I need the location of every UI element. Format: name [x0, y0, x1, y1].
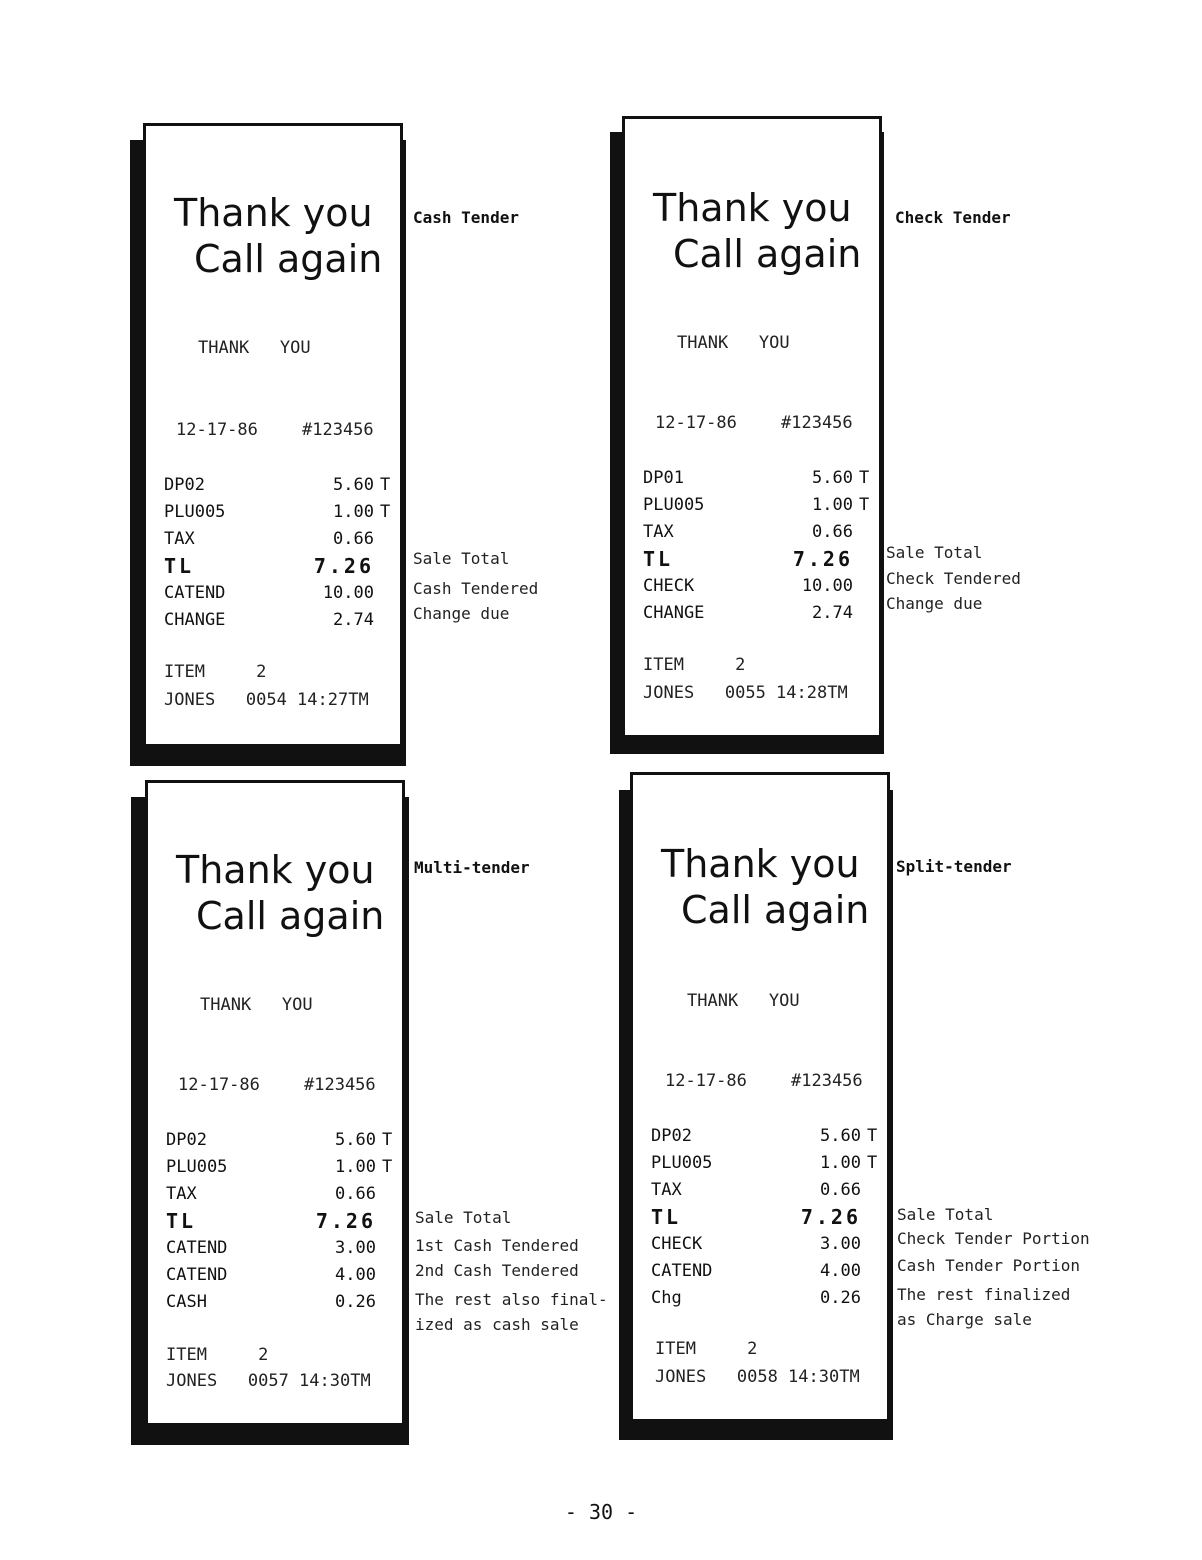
annotation: The rest also final- ized as cash sale [415, 1290, 608, 1334]
greeting-line-1: Thank you [174, 191, 373, 235]
annotation: Change due [886, 594, 983, 613]
thank-you-line: THANK YOU [687, 991, 800, 1011]
annotation: Sale Total [413, 549, 510, 568]
line-value: 0.66 [812, 522, 853, 542]
line-code: CHANGE [643, 603, 705, 623]
tax-flag: T [380, 475, 391, 495]
greeting [176, 847, 384, 939]
line-code: DP01 [643, 468, 684, 488]
thank-you-line: THANK YOU [198, 338, 311, 358]
annotation: Sale Total [886, 543, 983, 562]
greeting [174, 190, 382, 282]
tax-flag: T [867, 1153, 878, 1173]
line-value: 4.00 [820, 1261, 861, 1281]
receipt-number: #123456 [304, 1075, 376, 1095]
line-code: PLU005 [164, 502, 226, 522]
line-value: 5.60 [812, 468, 853, 488]
tax-flag: T [867, 1126, 878, 1146]
clerk-footer: JONES 0054 14:27TM [164, 690, 369, 710]
clerk-footer: JONES 0057 14:30TM [166, 1371, 371, 1391]
line-code: TL [651, 1205, 682, 1229]
line-value: 4.00 [335, 1265, 376, 1285]
clerk-footer: JONES 0055 14:28TM [643, 683, 848, 703]
receipt-caption: Cash Tender [413, 208, 519, 227]
greeting [661, 841, 869, 933]
line-value: 7.26 [315, 1209, 376, 1233]
line-value: 1.00 [333, 502, 374, 522]
tax-flag: T [859, 495, 870, 515]
greeting-line-1: Thank you [653, 186, 852, 230]
page-number: - 30 - [564, 1500, 638, 1524]
line-code: CHANGE [164, 610, 226, 630]
line-value: 10.00 [801, 576, 853, 596]
line-value: 10.00 [322, 583, 374, 603]
receipt-number: #123456 [781, 413, 853, 433]
receipt-number: #123456 [791, 1071, 863, 1091]
annotation: 1st Cash Tendered [415, 1236, 579, 1255]
tax-flag: T [859, 468, 870, 488]
line-code: PLU005 [643, 495, 705, 515]
line-code: PLU005 [166, 1157, 228, 1177]
line-value: 1.00 [820, 1153, 861, 1173]
line-code: DP02 [164, 475, 205, 495]
line-code: TAX [166, 1184, 197, 1204]
line-code: TAX [643, 522, 674, 542]
annotation: Cash Tender Portion [897, 1256, 1081, 1275]
item-count: ITEM 2 [166, 1345, 269, 1365]
line-code: DP02 [651, 1126, 692, 1146]
line-value: 1.00 [335, 1157, 376, 1177]
line-value: 7.26 [313, 554, 374, 578]
line-code: CHECK [651, 1234, 703, 1254]
annotation: Cash Tendered [413, 579, 539, 598]
line-value: 2.74 [333, 610, 374, 630]
line-value: 7.26 [800, 1205, 861, 1229]
receipt-multi-tender [145, 780, 405, 1426]
thank-you-line: THANK YOU [200, 995, 313, 1015]
greeting-line-2: Call again [194, 237, 383, 281]
line-code: CATEND [651, 1261, 713, 1281]
line-value: 5.60 [820, 1126, 861, 1146]
receipt-date: 12-17-86 [178, 1075, 260, 1095]
line-code: CHECK [643, 576, 695, 596]
receipt-caption: Multi-tender [414, 858, 530, 877]
receipt-date: 12-17-86 [176, 420, 258, 440]
item-count: ITEM 2 [164, 662, 267, 682]
receipt-number: #123456 [302, 420, 374, 440]
line-code: TL [166, 1209, 197, 1233]
line-value: 7.26 [792, 547, 853, 571]
line-code: Chg [651, 1288, 682, 1308]
line-code: CATEND [166, 1238, 228, 1258]
line-code: CASH [166, 1292, 207, 1312]
line-code: TL [164, 554, 195, 578]
line-code: DP02 [166, 1130, 207, 1150]
line-value: 3.00 [335, 1238, 376, 1258]
tax-flag: T [382, 1157, 393, 1177]
annotation: 2nd Cash Tendered [415, 1261, 579, 1280]
greeting-line-1: Thank you [176, 848, 375, 892]
receipt-caption: Check Tender [895, 208, 1011, 227]
greeting-line-2: Call again [681, 888, 870, 932]
line-code: CATEND [166, 1265, 228, 1285]
line-value: 3.00 [820, 1234, 861, 1254]
line-value: 1.00 [812, 495, 853, 515]
line-value: 0.66 [820, 1180, 861, 1200]
receipt-split-tender [630, 772, 890, 1422]
line-code: TAX [651, 1180, 682, 1200]
line-value: 5.60 [333, 475, 374, 495]
line-value: 2.74 [812, 603, 853, 623]
line-value: 0.66 [335, 1184, 376, 1204]
greeting [653, 185, 861, 277]
tax-flag: T [380, 502, 391, 522]
line-code: PLU005 [651, 1153, 713, 1173]
annotation: Check Tendered [886, 569, 1021, 588]
item-count: ITEM 2 [655, 1339, 758, 1359]
receipt-caption: Split-tender [896, 857, 1012, 876]
line-value: 5.60 [335, 1130, 376, 1150]
line-value: 0.26 [820, 1288, 861, 1308]
line-value: 0.26 [335, 1292, 376, 1312]
greeting-line-2: Call again [673, 232, 862, 276]
annotation: Change due [413, 604, 510, 623]
greeting-line-1: Thank you [661, 842, 860, 886]
line-code: TAX [164, 529, 195, 549]
line-code: CATEND [164, 583, 226, 603]
item-count: ITEM 2 [643, 655, 746, 675]
receipt-check-tender [622, 116, 882, 738]
greeting-line-2: Call again [196, 894, 385, 938]
thank-you-line: THANK YOU [677, 333, 790, 353]
line-value: 0.66 [333, 529, 374, 549]
receipt-date: 12-17-86 [655, 413, 737, 433]
annotation: Check Tender Portion [897, 1229, 1090, 1248]
receipt-cash-tender [143, 123, 403, 747]
receipt-date: 12-17-86 [665, 1071, 747, 1091]
clerk-footer: JONES 0058 14:30TM [655, 1367, 860, 1387]
line-code: TL [643, 547, 674, 571]
annotation: Sale Total [897, 1205, 994, 1224]
annotation: Sale Total [415, 1208, 512, 1227]
tax-flag: T [382, 1130, 393, 1150]
annotation: The rest finalized as Charge sale [897, 1285, 1071, 1329]
